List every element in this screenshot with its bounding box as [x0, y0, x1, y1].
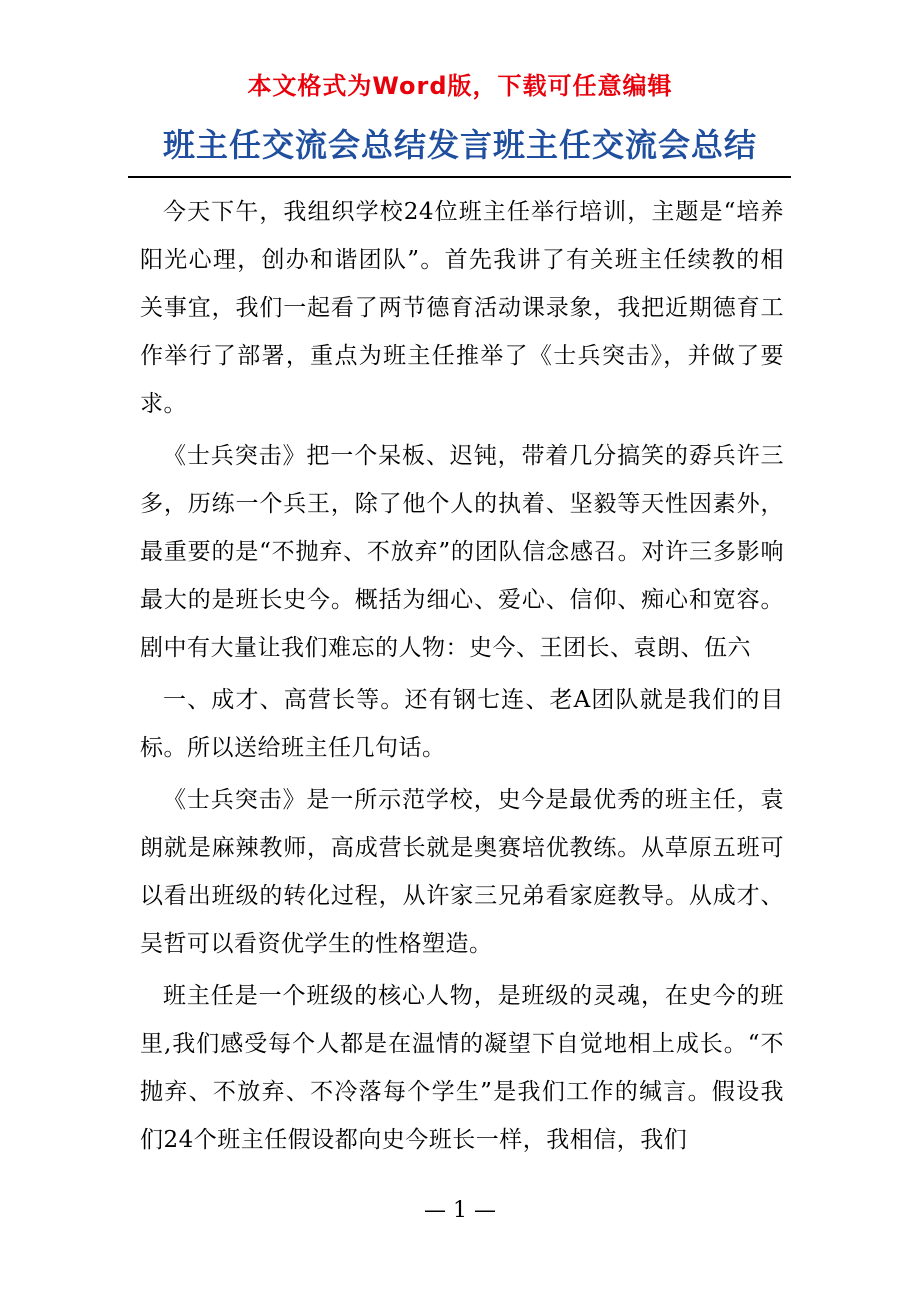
paragraph-soldier-assault-summary: 《士兵突击》把一个呆板、迟钝，带着几分搞笑的孬兵许三多，历练一个兵王，除了他个人的执着、坚毅等天性因素外，最重要的是“不抛弃、不放弃”的团队信念感召。对许三多影响最大的是班长史今。概括为细心、爱心、信仰、痴心和宽容。剧中有大量让我们难忘的人物：史今、王团长、袁朗、伍六	[140, 443, 784, 661]
document-body	[140, 188, 784, 1168]
paragraph-class-teacher-role: 班主任是一个班级的核心人物，是班级的灵魂，在史今的班里,我们感受每个人都是在温情的凝望下自觉地相上成长。“不抛弃、不放弃、不冷落每个学生”是我们工作的缄言。假设我们24个班主任假设都向史今班长一样，我相信，我们	[140, 983, 784, 1153]
format-notice-banner: 本文格式为Word版，下载可任意编辑	[247, 72, 673, 100]
paragraph-team-goals: 一、成才、高营长等。还有钢七连、老A团队就是我们的目标。所以送给班主任几句话。	[140, 687, 784, 761]
title-divider	[128, 176, 791, 178]
paragraph-school-analogy: 《士兵突击》是一所示范学校，史今是最优秀的班主任，袁朗就是麻辣教师，高成营长就是奥赛培优教练。从草原五班可以看出班级的转化过程，从许家三兄弟看家庭教导。从成才、吴哲可以看资优学生的性格塑造。	[140, 787, 784, 957]
page-number: — 1 —	[424, 1198, 496, 1223]
paragraph-training-intro: 今天下午，我组织学校24位班主任举行培训，主题是“培养阳光心理，创办和谐团队”。首先我讲了有关班主任续教的相关事宜，我们一起看了两节德育活动课录象，我把近期德育工作举行了部署，重点为班主任推举了《士兵突击》，并做了要求。	[140, 199, 784, 417]
document-title: 班主任交流会总结发言班主任交流会总结	[162, 126, 757, 164]
